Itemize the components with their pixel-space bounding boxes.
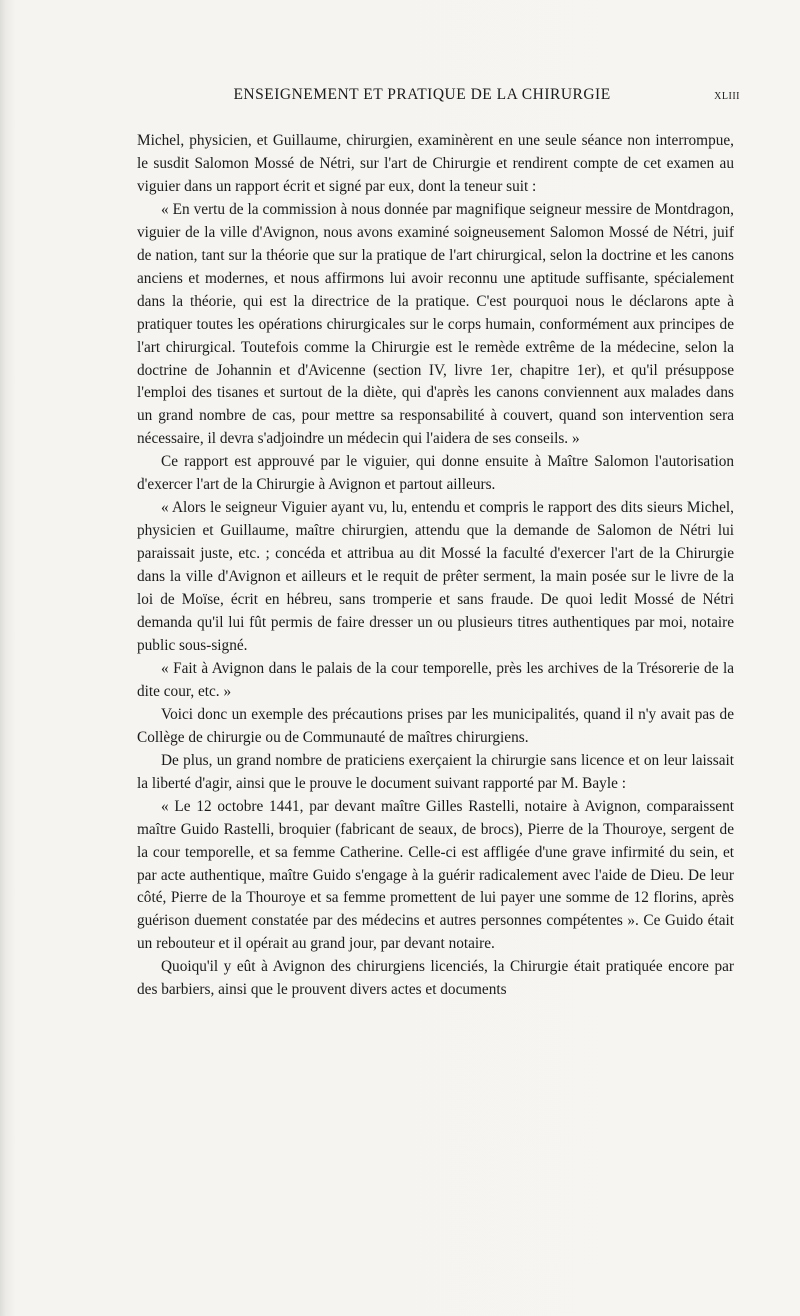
body-text (137, 130, 734, 1002)
paragraph: « Fait à Avignon dans le palais de la cour temporelle, près les archives de la Trésorerie de la dite cour, etc. » (137, 659, 734, 700)
paragraph: Ce rapport est approuvé par le viguier, qui donne ensuite à Maître Salomon l'autorisation d'exercer l'art de la Chirurgie à Avignon et partout ailleurs. (137, 453, 734, 494)
paragraph: « Alors le seigneur Viguier ayant vu, lu, entendu et compris le rapport des dits sieurs Michel, physicien et Guillaume, maître chirurgien, attendu que la demande de Salomon de Nétri lui paraissait juste, etc. ; concéda et attribua au dit Mossé la faculté d'exercer l'art de la Chirurgie dans la ville d'Avignon et ailleurs et le requit de prêter serment, la main posée sur le livre de la loi de Moïse, écrit en hébreu, sans tromperie et sans fraude. De quoi ledit Mossé de Nétri demanda qu'il lui fût permis de faire dresser un ou plusieurs titres authentiques par moi, notaire public sous-signé. (137, 499, 734, 654)
running-title: ENSEIGNEMENT ET PRATIQUE DE LA CHIRURGIE (233, 86, 611, 103)
paragraph: « Le 12 octobre 1441, par devant maître Gilles Rastelli, notaire à Avignon, comparaissent maître Guido Rastelli, broquier (fabricant de seaux, de brocs), Pierre de la Thouroye, sergent de la cour temporelle, et sa femme Catherine. Celle-ci est affligée d'une grave infirmité du sein, et par acte authentique, maître Guido s'engage à la guérir radicalement avec l'aide de Dieu. De leur côté, Pierre de la Thouroye et sa femme promettent de lui payer une somme de 12 florins, après guérison duement constatée par des médecins et autres personnes compétentes ». Ce Guido était un rebouteur et il opérait au grand jour, par devant notaire. (137, 797, 734, 953)
paragraph: Quoiqu'il y eût à Avignon des chirurgiens licenciés, la Chirurgie était pratiquée encore par des barbiers, ainsi que le prouvent divers actes et documents (137, 958, 734, 999)
paragraph: « En vertu de la commission à nous donnée par magnifique seigneur messire de Montdragon, viguier de la ville d'Avignon, nous avons examiné soigneusement Salomon Mossé de Nétri, juif de nation, tant sur la théorie que sur la pratique de l'art chirurgical, selon la doctrine et les canons anciens et modernes, et nous affirmons lui avoir reconnu une aptitude suffisante, spécialement dans la théorie, qui est la directrice de la pratique. C'est pourquoi nous le déclarons apte à pratiquer toutes les opérations chirurgicales sur le corps humain, conformément aux principes de l'art chirurgical. Toutefois comme la Chirurgie est le remède extrême de la médecine, selon la doctrine de Johannin et d'Avicenne (section IV, livre 1er, chapitre 1er), et qu'il présuppose l'emploi des tisanes et surtout de la diète, qui d'après les canons conviennent aux malades dans un grand nombre de cas, pour mettre sa responsabilité à couvert, quand son intervention sera nécessaire, il devra s'adjoindre un médecin qui l'aidera de ses conseils. » (137, 200, 734, 448)
running-header (120, 86, 740, 104)
paragraph: Voici donc un exemple des précautions prises par les municipalités, quand il n'y avait pas de Collège de chirurgie ou de Communauté de maîtres chirurgiens. (137, 705, 734, 746)
paragraph: De plus, un grand nombre de praticiens exerçaient la chirurgie sans licence et on leur laissait la liberté d'agir, ainsi que le prouve le document suivant rapporté par M. Bayle : (137, 751, 734, 792)
paragraph: Michel, physicien, et Guillaume, chirurgien, examinèrent en une seule séance non interrompue, le susdit Salomon Mossé de Nétri, sur l'art de Chirurgie et rendirent compte de cet examen au viguier dans un rapport écrit et signé par eux, dont la teneur suit : (137, 132, 734, 195)
page-number: XLIII (714, 91, 740, 102)
